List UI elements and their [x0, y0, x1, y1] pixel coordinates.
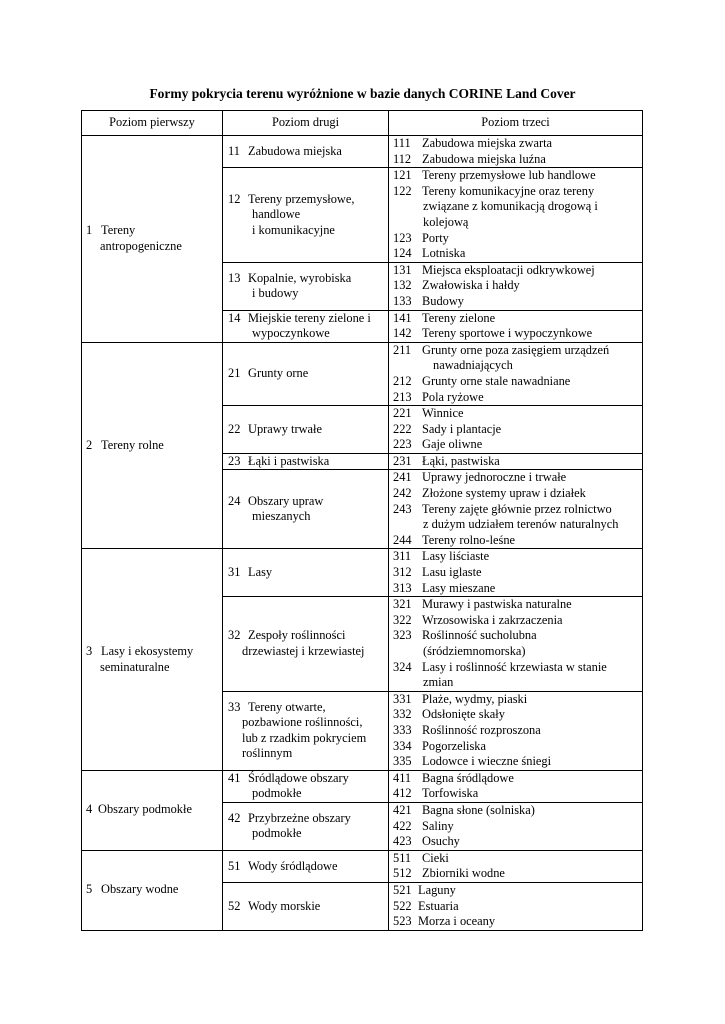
level3-code: 123	[393, 230, 412, 245]
level2-code: 22	[228, 421, 241, 436]
level3-code: 132	[393, 278, 412, 293]
level2-code: 31	[228, 565, 241, 580]
list-item	[393, 294, 642, 310]
level3-label-cont: nawadniających	[433, 358, 513, 373]
level3-label: Zbiorniki wodne	[422, 866, 505, 881]
land-cover-table	[81, 110, 643, 931]
list-item	[393, 660, 642, 676]
level3-code: 141	[393, 310, 412, 325]
level3-label: Lodowce i wieczne śniegi	[422, 754, 552, 769]
level1-code: 4	[86, 802, 93, 817]
list-item	[393, 136, 642, 152]
list-item	[393, 311, 642, 327]
level2-cell	[223, 802, 389, 850]
level3-label: Bagna śródlądowe	[422, 770, 514, 785]
level3-label: Zabudowa miejska luźna	[422, 151, 546, 166]
level3-code: 211	[393, 342, 412, 357]
level3-code: 231	[393, 453, 412, 468]
level2-cell	[223, 342, 389, 405]
level3-cell	[389, 882, 643, 930]
level2-label: Wody morskie	[248, 898, 321, 913]
level2-label-cont: podmokłe	[252, 786, 302, 801]
level3-code: 222	[393, 421, 412, 436]
level3-label: Tereny komunikacyjne oraz tereny	[422, 183, 595, 198]
level2-label-cont: i budowy	[252, 286, 299, 301]
level2-cell	[223, 136, 389, 168]
level1-cell	[82, 549, 223, 770]
level3-code: 523	[393, 914, 412, 929]
level3-code: 331	[393, 691, 412, 706]
level3-label: Murawy i pastwiska naturalne	[422, 597, 572, 612]
level3-label: Tereny zajęte głównie przez rolnictwo	[422, 501, 612, 516]
level3-label: Pola ryżowe	[422, 389, 484, 404]
level3-label: Morza i oceany	[418, 914, 496, 929]
list-item	[393, 723, 642, 739]
level2-cell	[223, 470, 389, 549]
list-item	[393, 707, 642, 723]
level2-label-cont: lub z rzadkim pokryciem	[242, 730, 367, 745]
list-item	[393, 278, 642, 294]
level3-code: 423	[393, 834, 412, 849]
level3-code: 521	[393, 882, 412, 897]
table-row	[82, 549, 643, 597]
level2-cell	[223, 882, 389, 930]
level1-label: Tereny	[101, 223, 136, 238]
level3-code: 121	[393, 168, 412, 183]
level3-label: Tereny zielone	[422, 310, 496, 325]
level2-label: Zabudowa miejska	[248, 143, 342, 158]
level2-cell	[223, 597, 389, 692]
level2-code: 23	[228, 453, 241, 468]
level3-cell	[389, 453, 643, 470]
level2-label: Uprawy trwałe	[248, 421, 322, 436]
level3-label: Tereny rolno-leśne	[422, 532, 516, 547]
header-level-2: Poziom drugi	[223, 111, 389, 136]
list-item	[393, 771, 642, 787]
level2-cell	[223, 770, 389, 802]
level2-label-cont: roślinnym	[242, 746, 293, 761]
level2-cell	[223, 549, 389, 597]
list-item	[393, 422, 642, 438]
level3-code: 213	[393, 389, 412, 404]
level3-code: 512	[393, 866, 412, 881]
list-item	[393, 343, 642, 359]
level3-label: Pogorzeliska	[422, 738, 487, 753]
level3-label-cont: (śródziemnomorska)	[423, 644, 526, 658]
level2-cell	[223, 168, 389, 263]
list-item	[393, 549, 642, 565]
level3-cell	[389, 168, 643, 263]
level1-label: Lasy i ekosystemy	[101, 644, 194, 658]
level3-cell	[389, 549, 643, 597]
level3-label: Uprawy jednoroczne i trwałe	[422, 470, 567, 485]
level3-code: 411	[393, 770, 412, 785]
level2-code: 21	[228, 366, 241, 381]
level1-cell	[82, 342, 223, 549]
level2-code: 32	[228, 628, 241, 643]
level3-label: Porty	[422, 230, 449, 245]
level3-cell	[389, 691, 643, 770]
level2-code: 52	[228, 898, 241, 913]
list-item	[393, 246, 642, 262]
level2-label: Śródlądowe obszary	[248, 770, 349, 785]
list-item	[393, 168, 642, 184]
level3-code: 122	[393, 183, 412, 198]
list-item	[393, 486, 642, 502]
level3-cell	[389, 262, 643, 310]
level3-code: 323	[393, 628, 412, 643]
level2-label-cont: i komunikacyjne	[252, 222, 335, 237]
level3-code: 421	[393, 802, 412, 817]
list-item	[393, 819, 642, 835]
level3-code: 335	[393, 754, 412, 769]
level2-label-cont: mieszanych	[252, 509, 311, 524]
level3-label: Lasy mieszane	[422, 580, 496, 595]
level2-code: 41	[228, 770, 241, 785]
level2-code: 14	[228, 310, 241, 325]
level1-cell	[82, 850, 223, 930]
level2-cell	[223, 406, 389, 454]
level3-code: 111	[393, 136, 411, 150]
table-row	[82, 850, 643, 882]
list-item	[393, 231, 642, 247]
level3-code: 223	[393, 437, 412, 452]
level3-label: Saliny	[422, 818, 454, 833]
list-item	[393, 581, 642, 597]
level1-code: 1	[86, 223, 93, 238]
level3-code: 142	[393, 326, 412, 341]
level2-label-cont: pozbawione roślinności,	[242, 715, 363, 730]
level3-cell	[389, 597, 643, 692]
level3-code: 311	[393, 549, 412, 564]
level2-label: Zespoły roślinności	[248, 628, 346, 643]
level3-cell	[389, 802, 643, 850]
list-item	[393, 597, 642, 613]
level1-label: Obszary wodne	[101, 882, 179, 897]
level2-cell	[223, 262, 389, 310]
level2-label: Wody śródlądowe	[248, 858, 338, 873]
level3-label: Cieki	[422, 850, 449, 865]
level1-cell	[82, 136, 223, 343]
list-item	[393, 914, 642, 930]
level1-cell	[82, 770, 223, 850]
level3-code: 332	[393, 707, 412, 722]
level3-code: 133	[393, 293, 412, 308]
level3-cell	[389, 136, 643, 168]
level2-label-cont: drzewiastej i krzewiastej	[242, 644, 365, 658]
level3-label: Lasu iglaste	[422, 565, 482, 580]
level2-cell	[223, 691, 389, 770]
level2-label-cont: handlowe	[252, 207, 301, 222]
list-item	[393, 851, 642, 867]
list-item	[393, 470, 642, 486]
level3-code: 243	[393, 501, 412, 516]
level2-label-cont: podmokłe	[252, 826, 302, 841]
list-item	[393, 263, 642, 279]
level3-code: 334	[393, 738, 412, 753]
level3-label: Miejsca eksploatacji odkrywkowej	[422, 262, 595, 277]
level2-label: Kopalnie, wyrobiska	[248, 270, 352, 285]
level3-cell	[389, 310, 643, 342]
level1-code: 3	[86, 644, 93, 658]
level3-label: Laguny	[418, 882, 456, 897]
list-item	[393, 803, 642, 819]
level3-label: Roślinność sucholubna	[422, 628, 537, 643]
list-item	[393, 754, 642, 770]
level3-code: 412	[393, 786, 412, 801]
list-item	[393, 899, 642, 915]
level2-label: Lasy	[248, 565, 273, 580]
level2-code: 33	[228, 699, 241, 714]
level2-code: 12	[228, 191, 241, 206]
level2-cell	[223, 310, 389, 342]
list-item	[393, 565, 642, 581]
level1-label-cont: seminaturalne	[100, 659, 170, 674]
level3-cell	[389, 850, 643, 882]
list-item	[393, 437, 642, 453]
level3-cell	[389, 342, 643, 405]
level3-label: Lotniska	[422, 246, 466, 261]
level3-code: 321	[393, 597, 412, 612]
list-item	[393, 184, 642, 200]
level3-code: 522	[393, 898, 412, 913]
level2-code: 24	[228, 493, 241, 508]
level1-label-cont: antropogeniczne	[100, 238, 182, 253]
table-header-row	[82, 111, 643, 136]
level3-code: 212	[393, 373, 412, 388]
level3-code: 131	[393, 262, 412, 277]
level3-label-cont: z dużym udziałem terenów naturalnych	[423, 517, 619, 532]
level2-cell	[223, 850, 389, 882]
level3-label: Lasy i roślinność krzewiasta w stanie	[422, 659, 607, 674]
list-item	[393, 406, 642, 422]
table-row	[82, 770, 643, 802]
list-item	[393, 502, 642, 518]
level3-code: 511	[393, 850, 412, 865]
level3-label: Bagna słone (solniska)	[422, 802, 535, 817]
level2-label: Tereny przemysłowe,	[248, 191, 355, 206]
level3-label: Torfowiska	[422, 786, 479, 801]
list-item	[393, 834, 642, 850]
level3-label: Sady i plantacje	[422, 421, 502, 436]
level3-label: Roślinność rozproszona	[422, 722, 541, 737]
level3-label: Złożone systemy upraw i działek	[422, 486, 586, 501]
level2-label: Przybrzeżne obszary	[248, 810, 351, 825]
level3-label: Zwałowiska i hałdy	[422, 278, 520, 293]
level3-code: 221	[393, 406, 412, 421]
header-level-1: Poziom pierwszy	[82, 111, 223, 136]
level2-label: Łąki i pastwiska	[248, 453, 330, 468]
level3-label: Estuaria	[418, 898, 459, 913]
list-item	[393, 374, 642, 390]
level3-label: Winnice	[422, 406, 464, 421]
level3-code: 333	[393, 722, 412, 737]
level2-code: 42	[228, 810, 241, 825]
list-item	[393, 390, 642, 406]
level3-code: 322	[393, 612, 412, 627]
level2-code: 13	[228, 270, 241, 285]
level3-code: 112	[393, 151, 412, 166]
level3-code: 124	[393, 246, 412, 261]
list-item	[393, 628, 642, 644]
level2-cell	[223, 453, 389, 470]
level3-label-cont: zmian	[423, 675, 454, 690]
level1-code: 2	[86, 437, 93, 452]
document-title: Formy pokrycia terenu wyróżnione w bazie danych CORINE Land Cover	[149, 86, 576, 101]
level2-label: Tereny otwarte,	[248, 699, 326, 714]
header-level-3: Poziom trzeci	[389, 111, 643, 136]
level3-code: 242	[393, 486, 412, 501]
level3-label: Łąki, pastwiska	[422, 453, 500, 468]
level3-label: Tereny sportowe i wypoczynkowe	[422, 326, 593, 341]
list-item	[393, 533, 642, 549]
level2-code: 51	[228, 858, 241, 873]
level3-label-cont: związane z komunikacją drogową i	[423, 199, 598, 214]
list-item	[393, 692, 642, 708]
table-row	[82, 136, 643, 168]
list-item	[393, 454, 642, 470]
level3-label: Grunty orne stale nawadniane	[422, 373, 571, 388]
level3-label: Odsłonięte skały	[422, 707, 505, 722]
list-item	[393, 739, 642, 755]
level1-label: Obszary podmokłe	[98, 802, 192, 817]
level1-label: Tereny rolne	[101, 437, 164, 452]
level3-code: 244	[393, 532, 412, 547]
list-item	[393, 866, 642, 882]
list-item	[393, 326, 642, 342]
level2-label: Grunty orne	[248, 366, 309, 381]
level3-code: 312	[393, 565, 412, 580]
list-item	[393, 786, 642, 802]
level3-code: 324	[393, 659, 412, 674]
level3-label: Wrzosowiska i zakrzaczenia	[422, 612, 563, 627]
level3-label: Plaże, wydmy, piaski	[422, 691, 528, 706]
level3-label: Zabudowa miejska zwarta	[422, 136, 553, 150]
level3-label: Lasy liściaste	[422, 549, 490, 564]
list-item	[393, 613, 642, 629]
level2-label: Miejskie tereny zielone i	[248, 310, 371, 325]
level3-cell	[389, 406, 643, 454]
level1-code: 5	[86, 882, 93, 897]
level3-cell	[389, 470, 643, 549]
level3-label: Budowy	[422, 293, 464, 308]
level2-label: Obszary upraw	[248, 493, 324, 508]
level3-code: 241	[393, 470, 412, 485]
level2-label-cont: wypoczynkowe	[252, 326, 330, 341]
level3-label: Grunty orne poza zasięgiem urządzeń	[422, 342, 610, 357]
level3-code: 313	[393, 580, 412, 595]
level3-code: 422	[393, 818, 412, 833]
list-item	[393, 883, 642, 899]
list-item	[393, 152, 642, 168]
level3-label-cont: kolejową	[423, 214, 469, 229]
level3-cell	[389, 770, 643, 802]
table-row	[82, 342, 643, 405]
level3-label: Osuchy	[422, 834, 460, 849]
level3-label: Gaje oliwne	[422, 437, 483, 452]
level2-code: 11	[228, 143, 240, 158]
level3-label: Tereny przemysłowe lub handlowe	[422, 168, 596, 183]
